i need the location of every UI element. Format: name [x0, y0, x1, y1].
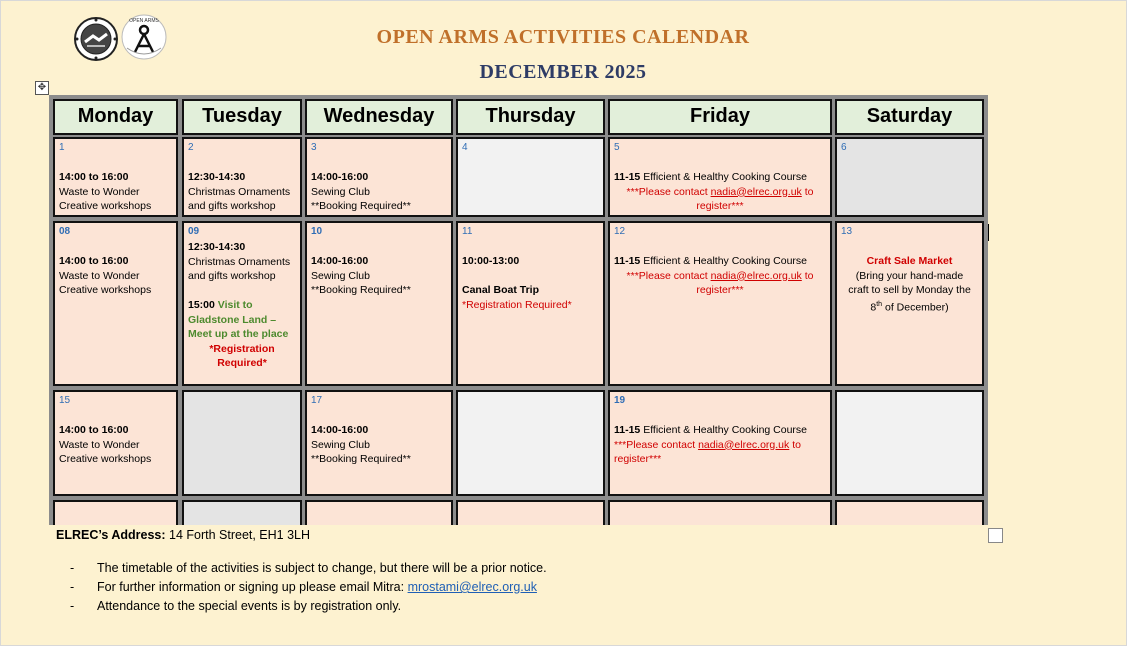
day-cell — [53, 500, 178, 525]
calendar-table — [49, 95, 988, 525]
bullet-dash: - — [70, 580, 75, 594]
event-time: 11-15 — [614, 424, 641, 436]
event-detail: and gifts workshop — [188, 200, 276, 212]
open-arms-logo — [121, 14, 167, 60]
event-time: 14:00 to 16:00 — [59, 171, 129, 183]
date-number: 17 — [311, 395, 323, 406]
event-time: 14:00-16:00 — [311, 255, 369, 267]
contact-email-link[interactable]: nadia@elrec.org.uk — [698, 438, 790, 451]
event-title: Christmas Ornaments — [188, 185, 291, 198]
event-date-rest: of December) — [882, 301, 949, 313]
day-cell — [608, 221, 832, 386]
page-subtitle: DECEMBER 2025 — [479, 61, 647, 83]
date-number: 10 — [311, 226, 323, 237]
bullet-dash: - — [70, 599, 75, 613]
day-cell — [456, 390, 605, 496]
event-contact — [614, 438, 826, 453]
table-resize-handle[interactable] — [988, 528, 1003, 543]
contact-prefix: ***Please contact — [626, 185, 711, 198]
event-note: **Booking Required** — [311, 284, 411, 296]
event-time: 10:00-13:00 — [462, 255, 520, 267]
visit-meetup: Meet up at the place — [188, 328, 289, 340]
date-number: 4 — [462, 142, 468, 153]
contact-end: register*** — [696, 284, 744, 296]
event-title: Christmas Ornaments — [188, 255, 291, 268]
day-cell — [456, 137, 605, 217]
date-number: 15 — [59, 395, 71, 406]
day-cell — [305, 500, 453, 525]
day-cell — [53, 221, 178, 386]
contact-end: register*** — [614, 453, 662, 465]
event-contact — [614, 269, 826, 284]
event-note: **Booking Required** — [311, 200, 411, 212]
event-title: Waste to Wonder — [59, 438, 140, 451]
day-header-friday: Friday — [608, 99, 832, 135]
note-text: Attendance to the special events is by registration only. — [97, 599, 402, 613]
day-cell — [182, 500, 302, 525]
open-arms-logo-text: OPEN ARMS — [129, 18, 159, 24]
event-title — [614, 170, 826, 185]
address-label: ELREC’s Address: — [56, 528, 166, 542]
contact-prefix: ***Please contact — [614, 438, 699, 451]
date-number: 1 — [59, 142, 65, 153]
date-number: 3 — [311, 142, 317, 153]
visit-time: 15:00 — [188, 299, 215, 311]
event-time: 14:00-16:00 — [311, 424, 369, 436]
registration-note: *Registration — [209, 342, 275, 355]
day-cell — [305, 221, 453, 386]
day-cell — [835, 221, 984, 386]
day-cell — [835, 390, 984, 496]
day-cell — [182, 390, 302, 496]
event-time: 14:00 to 16:00 — [59, 424, 129, 436]
logos — [73, 14, 169, 64]
day-cell — [608, 500, 832, 525]
event-title: Waste to Wonder — [59, 185, 140, 198]
event-time: 14:00-16:00 — [311, 171, 369, 183]
table-move-handle-icon[interactable]: ✥ — [35, 81, 49, 95]
date-number: 13 — [841, 226, 853, 237]
contact-email-link[interactable]: nadia@elrec.org.uk — [710, 185, 802, 198]
contact-email-link[interactable]: nadia@elrec.org.uk — [710, 269, 802, 282]
event-time: 12:30-14:30 — [188, 171, 246, 183]
day-header-saturday: Saturday — [835, 99, 984, 135]
day-cell — [608, 137, 832, 217]
contact-email-link[interactable]: mrostami@elrec.org.uk — [407, 580, 537, 594]
event-detail: craft to sell by Monday the — [848, 284, 971, 296]
day-header-tuesday: Tuesday — [182, 99, 302, 135]
note-text-prefix: For further information or signing up please email Mitra: — [97, 580, 408, 594]
note-text — [97, 578, 537, 597]
date-number: 19 — [614, 395, 626, 406]
event-detail: Creative workshops — [59, 200, 152, 212]
day-cell — [305, 390, 453, 496]
date-number: 6 — [841, 142, 847, 153]
event-title: Sewing Club — [311, 438, 370, 451]
day-cell — [835, 137, 984, 217]
day-cell — [608, 390, 832, 496]
registration-note: *Registration Required* — [462, 298, 572, 311]
day-cell — [182, 137, 302, 217]
page-title: OPEN ARMS ACTIVITIES CALENDAR — [376, 26, 750, 48]
event-course: Efficient & Healthy Cooking Course — [643, 255, 808, 267]
date-number: 09 — [188, 226, 200, 237]
date-number: 5 — [614, 142, 620, 153]
bullet-dash: - — [70, 561, 75, 575]
event-detail — [841, 298, 978, 315]
event-title: Canal Boat Trip — [462, 284, 540, 296]
day-cell — [53, 137, 178, 217]
day-cell — [182, 221, 302, 386]
text-cursor — [988, 224, 989, 241]
visit-place: Gladstone Land – — [188, 313, 277, 326]
event-date-suffix: th — [876, 300, 883, 308]
date-number: 08 — [59, 226, 71, 237]
event-time: 14:00 to 16:00 — [59, 255, 129, 267]
note-text: The timetable of the activities is subject to change, but there will be a prior notice. — [97, 561, 547, 575]
day-cell — [456, 500, 605, 525]
visit-title: Visit to — [217, 299, 253, 311]
handshake-emblem-logo — [73, 16, 119, 62]
event-contact — [614, 185, 826, 200]
day-header-wednesday: Wednesday — [305, 99, 453, 135]
date-number: 2 — [188, 142, 194, 153]
event-detail: Creative workshops — [59, 284, 152, 296]
event-course: Efficient & Healthy Cooking Course — [643, 424, 808, 436]
address-line — [56, 528, 310, 542]
event-detail: (Bring your hand-made — [855, 269, 964, 282]
day-header-monday: Monday — [53, 99, 178, 135]
event-time: 12:30-14:30 — [188, 241, 246, 253]
contact-suffix: to — [801, 269, 814, 282]
contact-end: register*** — [696, 200, 744, 212]
address-value: 14 Forth Street, EH1 3LH — [165, 528, 311, 542]
event-detail: and gifts workshop — [188, 270, 276, 282]
event-time: 11-15 — [614, 171, 641, 183]
contact-prefix: ***Please contact — [626, 269, 711, 282]
event-title: Waste to Wonder — [59, 269, 140, 282]
event-title: Sewing Club — [311, 269, 370, 282]
event-detail: Creative workshops — [59, 453, 152, 465]
day-cell — [456, 221, 605, 386]
contact-suffix: to — [801, 185, 814, 198]
event-course: Efficient & Healthy Cooking Course — [643, 171, 808, 183]
contact-suffix: to — [789, 438, 801, 451]
date-number: 11 — [462, 226, 473, 237]
event-time: 11-15 — [614, 255, 641, 267]
event-title: Sewing Club — [311, 185, 370, 198]
day-header-thursday: Thursday — [456, 99, 605, 135]
event-note: **Booking Required** — [311, 453, 411, 465]
day-cell — [305, 137, 453, 217]
event-title: Craft Sale Market — [866, 255, 953, 267]
event-date-day: 8 — [870, 301, 877, 313]
day-cell — [835, 500, 984, 525]
day-cell — [53, 390, 178, 496]
registration-note-end: Required* — [217, 357, 267, 369]
date-number: 12 — [614, 226, 626, 237]
